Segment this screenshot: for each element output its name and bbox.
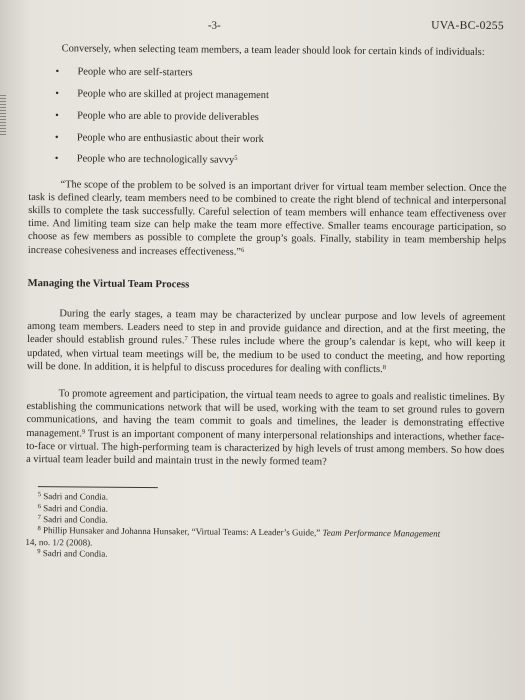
bullet-item: • People who are technologically savvy$^5$	[54, 153, 238, 167]
body-paragraph: To promote agreement and participation, the virtual team needs to agree to goals and realistic timelines. By establishing the communications network that will be used, working with the team to set ground rules to govern communications, and having the team commit to goals and timelines, the leader is demonstrating effective management.$^9$ Trust is an important component of many interpersonal relationships and interactions, whether face-to-face or virtual. The high-performing team is characterized by high levels of trust among members. So how does a virtual team leader build and maintain trust in the newly formed team?	[26, 388, 505, 468]
footnote: $^6$ Sadri and Condia.	[37, 502, 108, 514]
section-heading: Managing the Virtual Team Process	[27, 277, 190, 291]
document-code: UVA-BC-0255	[431, 19, 504, 33]
footnote: $^8$ Phillip Hunsaker and Johanna Hunsaker, “Virtual Teams: A Leader’s Guide,” Team Performance Management	[37, 525, 441, 540]
bullet-item: • People who are able to provide deliverables	[55, 110, 259, 123]
footnote-divider	[38, 486, 158, 488]
bullet-icon: •	[54, 153, 59, 165]
footnote-ref: 5	[234, 155, 238, 163]
journal-title: Team Performance Management	[322, 528, 441, 540]
bullet-list	[29, 65, 508, 170]
footnote-ref: 7	[184, 335, 188, 343]
bullet-item: • People who are self-starters	[55, 66, 193, 79]
binding-edge	[0, 95, 6, 135]
page-header	[30, 14, 508, 38]
page-number: -3-	[207, 19, 221, 32]
footnote: $^5$ Sadri and Condia.	[37, 491, 109, 502]
bullet-item: • People who are enthusiastic about their work	[54, 131, 264, 145]
bullet-icon: •	[55, 66, 60, 78]
footnote: $^7$ Sadri and Condia.	[37, 514, 108, 525]
footnotes	[25, 491, 504, 564]
body-paragraph: During the early stages, a team may be characterized by unclear purpose and low levels of agreement among team members. Leaders need to step in and provide guidance and direction, and at the first meeting, the leader should establish ground rules.$^7$ These rules include where the group’s calendar is kept, who will keep it updated, when virtual team meetings will be, the medium to be used to conduct the meeting, and how reporting will be done. In addition, it is helpful to discuss procedures for dealing with conflicts.$^8$	[26, 308, 506, 375]
footnote-ref: 6	[240, 246, 245, 254]
footnote-ref: 9	[82, 428, 86, 436]
bullet-item: • People who are skilled at project management	[55, 88, 269, 102]
bullet-icon: •	[55, 110, 59, 122]
footnote-ref: 8	[382, 363, 387, 371]
bullet-icon: •	[54, 131, 59, 143]
page-content	[25, 14, 508, 564]
footnote-continuation: 14, no. 1/2 (2008).	[25, 536, 93, 548]
footnote: $^9$ Sadri and Condia.	[37, 548, 108, 559]
intro-paragraph: Conversely, when selecting team members, a team leader should look for certain kinds of individuals:	[61, 43, 485, 58]
bullet-icon: •	[55, 88, 59, 100]
quote-paragraph: “The scope of the problem to be solved is an important driver for virtual team member selection. Once the task is defined clearly, team members need to be combined to create the right blend of technical and interpersonal skills to complete the task successfully. Careful selection of team members will enhance team effectiveness over time. And limiting team size can help make the team more effective. Smaller teams encourage participation, so choose as few members as possible to complete the group’s goals. Finally, stability in team membership helps increase cohesiveness and increases effectiveness.”$^6$	[27, 178, 507, 258]
